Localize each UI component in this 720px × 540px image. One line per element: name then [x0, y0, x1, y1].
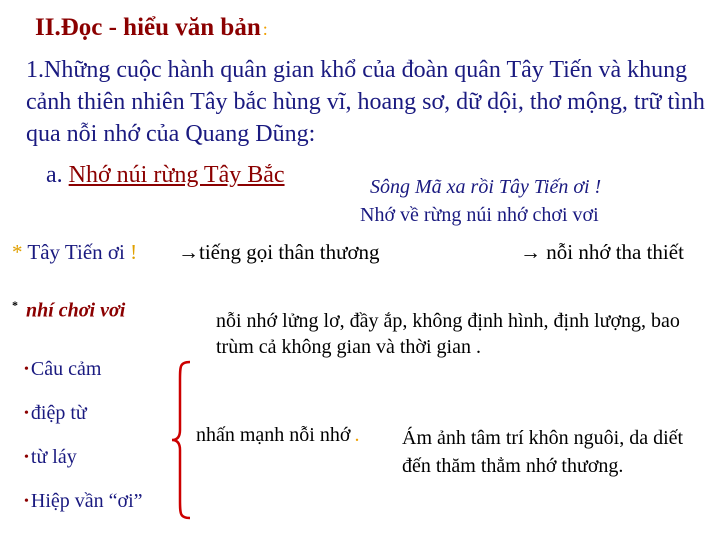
bullet-dot-icon: •	[24, 362, 29, 377]
section-title-colon: :	[262, 19, 268, 39]
bullet-item	[24, 402, 87, 425]
subsection-a-heading	[46, 162, 285, 189]
row1-label-text: Tây Tiến ơi	[27, 240, 125, 264]
right-arrow-icon: →	[178, 240, 199, 264]
subsection-a-label: Nhớ núi rừng Tây Bắc	[68, 162, 285, 188]
bullet-text: điệp từ	[30, 402, 87, 424]
row1-arrow-1-text: tiếng gọi thân thương	[199, 240, 380, 264]
emphasis-label: nhấn mạnh nỗi nhớ	[196, 424, 351, 446]
result-text: Ám ảnh tâm trí khôn nguôi, da diết đến thăm thẳm nhớ thương.	[402, 427, 684, 477]
section-title-text: II.Đọc - hiểu văn bản	[35, 14, 261, 41]
intro-paragraph: 1.Những cuộc hành quân gian khổ của đoàn quân Tây Tiến và khung cảnh thiên nhiên Tây bắc hùng vĩ, hoang sơ, dữ dội, thơ mộng, trữ tình qua nỗi nhớ của Quang Dũng:	[26, 57, 705, 147]
row2-label	[12, 298, 125, 323]
row2-star: *	[12, 298, 18, 312]
section-title	[35, 14, 268, 42]
row2-description: nỗi nhớ lửng lơ, đầy ắp, không định hình, định lượng, bao trùm cả không gian và thời gian .	[216, 310, 680, 358]
row1-excl: !	[130, 240, 138, 264]
row1-arrow-2-text: nỗi nhớ tha thiết	[546, 240, 684, 264]
row1-star: *	[12, 240, 23, 264]
bullet-text: Câu cảm	[30, 358, 102, 380]
bullet-dot-icon: •	[24, 406, 29, 421]
row1-label	[12, 240, 137, 265]
bullet-text: từ láy	[30, 446, 77, 468]
row1-arrow-2	[520, 240, 684, 265]
bullet-item	[24, 446, 77, 469]
bullet-item	[24, 490, 143, 513]
bullet-item	[24, 358, 101, 381]
emphasis-pipe: .	[354, 424, 360, 446]
subsection-a-prefix: a.	[46, 162, 69, 188]
bullet-dot-icon: •	[24, 450, 29, 465]
bullet-dot-icon: •	[24, 494, 29, 509]
quote-line-1: Sông Mã xa rồi Tây Tiến ơi !	[370, 176, 602, 198]
quote-line-2: Nhớ về rừng núi nhớ chơi vơi	[360, 204, 599, 226]
right-arrow-icon: →	[520, 240, 541, 264]
row2-label-text: nhí chơi vơi	[26, 299, 126, 322]
row1-arrow-1	[178, 240, 380, 265]
curly-brace-icon	[170, 360, 194, 520]
emphasis-text	[196, 424, 359, 447]
bullet-text: Hiệp vần “ơi”	[30, 490, 143, 512]
